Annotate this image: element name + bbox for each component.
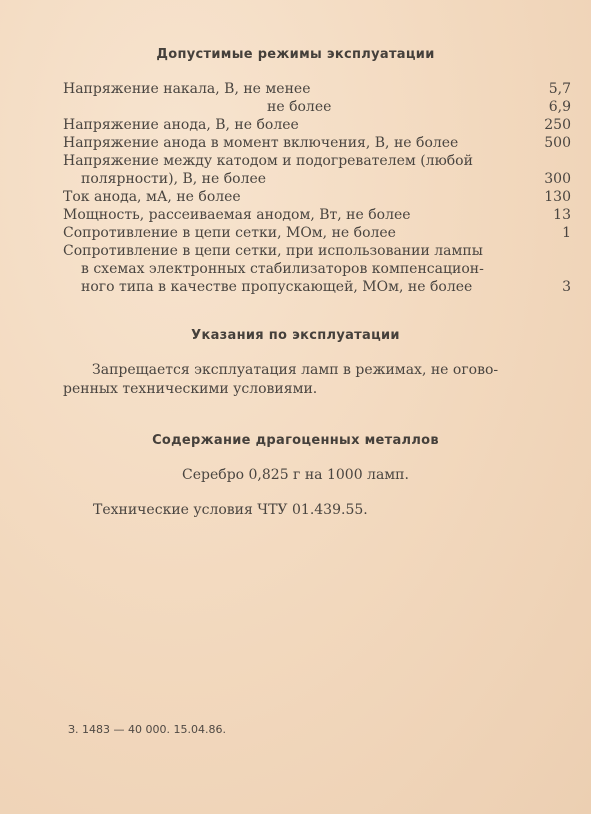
row-label: полярности), В, не более [81, 171, 267, 187]
instructions-line-1: Запрещается эксплуатация ламп в режимах, не огово- [92, 362, 499, 378]
precious-metals-text: Серебро 0,825 г на 1000 ламп. [182, 467, 409, 483]
table-row [63, 242, 571, 260]
table-row [63, 116, 571, 134]
row-label: не более [267, 99, 332, 115]
table-row [63, 206, 571, 224]
table-row [63, 224, 571, 242]
row-label: Напряжение анода в момент включения, В, не более [63, 135, 459, 151]
row-value: 130 [544, 189, 571, 205]
table-row [63, 260, 571, 278]
row-value: 3 [562, 279, 571, 295]
row-label: Сопротивление в цепи сетки, при использовании лампы [63, 243, 483, 259]
table-row [63, 278, 571, 296]
technical-spec: Технические условия ЧТУ 01.439.55. [93, 502, 368, 518]
row-value: 13 [553, 207, 571, 223]
row-label: ного типа в качестве пропускающей, МОм, не более [81, 279, 473, 295]
table-row [63, 170, 571, 188]
section-title-operating-instructions: Указания по эксплуатации [191, 328, 400, 343]
table-row [63, 188, 571, 206]
section-title-precious-metals: Содержание драгоценных металлов [152, 433, 439, 448]
row-label: Напряжение анода, В, не более [63, 117, 299, 133]
row-label: Мощность, рассеиваемая анодом, Вт, не более [63, 207, 411, 223]
print-info: З. 1483 — 40 000. 15.04.86. [68, 723, 226, 736]
row-value: 5,7 [548, 81, 571, 97]
row-value: 6,9 [548, 99, 571, 115]
row-value: 250 [544, 117, 571, 133]
row-value: 500 [544, 135, 571, 151]
row-label: Ток анода, мА, не более [63, 189, 241, 205]
table-row [63, 80, 571, 98]
table-row [63, 134, 571, 152]
row-label: Напряжение накала, В, не менее [63, 81, 311, 97]
row-value: 300 [544, 171, 571, 187]
row-label: Напряжение между катодом и подогревателем (любой [63, 153, 473, 169]
instructions-line-2: ренных техническими условиями. [63, 381, 318, 397]
table-row [63, 98, 571, 116]
section-title-operating-modes: Допустимые режимы эксплуатации [156, 47, 435, 62]
row-value: 1 [562, 225, 571, 241]
row-label: Сопротивление в цепи сетки, МОм, не более [63, 225, 396, 241]
row-label: в схемах электронных стабилизаторов компенсацион- [81, 261, 484, 277]
table-row [63, 152, 571, 170]
